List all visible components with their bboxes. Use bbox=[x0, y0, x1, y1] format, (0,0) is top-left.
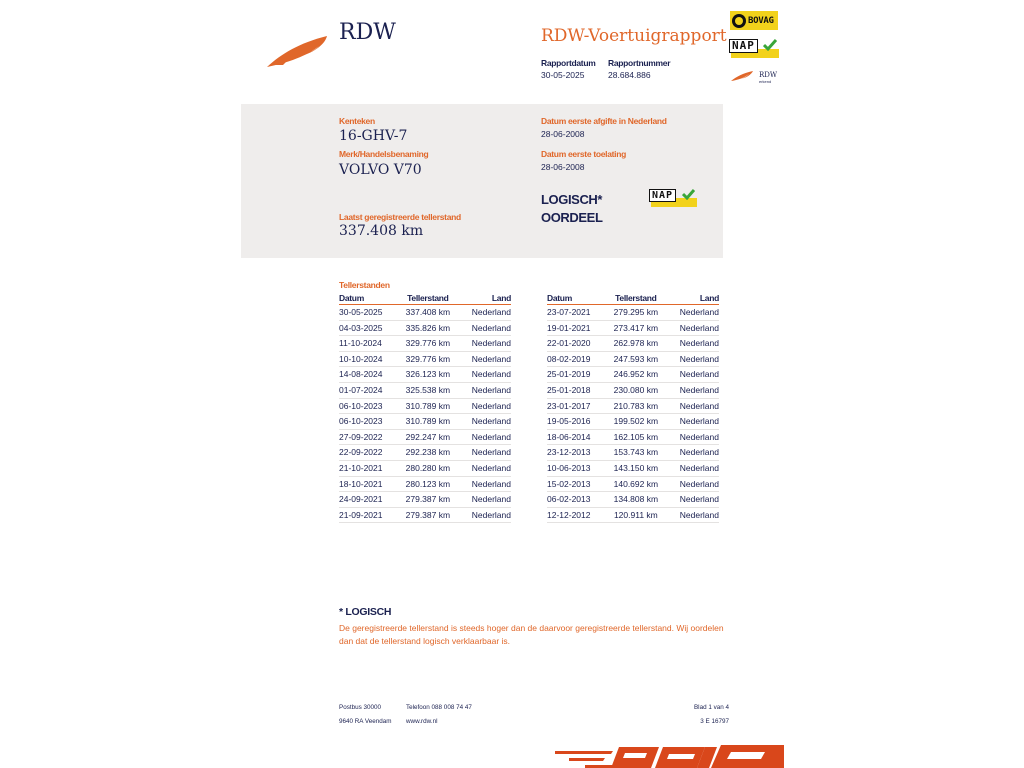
cell-odometer: 120.911 km bbox=[606, 507, 666, 523]
cell-country: Nederland bbox=[666, 382, 719, 398]
cell-odometer: 273.417 km bbox=[606, 320, 666, 336]
cell-date: 14-08-2024 bbox=[339, 367, 398, 383]
first-admission-value: 28-06-2008 bbox=[541, 162, 585, 172]
nap-verdict-badge bbox=[649, 189, 697, 209]
table-row bbox=[547, 320, 719, 336]
cell-date: 19-01-2021 bbox=[547, 320, 606, 336]
cell-odometer: 246.952 km bbox=[606, 367, 666, 383]
table-row bbox=[339, 382, 511, 398]
cell-odometer: 153.743 km bbox=[606, 445, 666, 461]
cell-date: 15-02-2013 bbox=[547, 476, 606, 492]
cell-date: 23-12-2013 bbox=[547, 445, 606, 461]
bovag-q-icon bbox=[732, 14, 746, 28]
first-nl-value: 28-06-2008 bbox=[541, 129, 585, 139]
table-row bbox=[339, 305, 511, 321]
table-row bbox=[547, 492, 719, 508]
cell-country: Nederland bbox=[666, 507, 719, 523]
cell-date: 04-03-2025 bbox=[339, 320, 398, 336]
make-label: Merk/Handelsbenaming bbox=[339, 149, 429, 159]
nap-logo bbox=[729, 39, 779, 59]
table-row bbox=[547, 336, 719, 352]
cell-odometer: 325.538 km bbox=[398, 382, 458, 398]
cell-country: Nederland bbox=[666, 492, 719, 508]
col-country-header: Land bbox=[458, 292, 511, 305]
report-date-label: Rapportdatum bbox=[541, 58, 596, 68]
report-date: 30-05-2025 bbox=[541, 70, 585, 80]
footer-code: 3 E 16797 bbox=[700, 718, 729, 725]
cell-country: Nederland bbox=[458, 429, 511, 445]
table-row bbox=[339, 351, 511, 367]
cell-date: 01-07-2024 bbox=[339, 382, 398, 398]
cell-odometer: 335.826 km bbox=[398, 320, 458, 336]
footnote-text: De geregistreerde tellerstand is steeds hoger dan de daarvoor geregistreerde tellerstand. Wij oordelen dan dat de tellerstand logisch verklaarbaar is. bbox=[339, 623, 724, 646]
cell-odometer: 279.387 km bbox=[398, 492, 458, 508]
verdict-line1: LOGISCH* bbox=[541, 192, 603, 207]
cell-date: 06-10-2023 bbox=[339, 414, 398, 430]
cell-date: 08-02-2019 bbox=[547, 351, 606, 367]
table-row bbox=[339, 336, 511, 352]
footer-website: www.rdw.nl bbox=[406, 718, 438, 725]
cell-country: Nederland bbox=[666, 460, 719, 476]
cell-country: Nederland bbox=[458, 398, 511, 414]
cell-country: Nederland bbox=[666, 305, 719, 321]
cell-date: 22-09-2022 bbox=[339, 445, 398, 461]
cell-odometer: 279.387 km bbox=[398, 507, 458, 523]
cell-odometer: 162.105 km bbox=[606, 429, 666, 445]
table-row bbox=[547, 460, 719, 476]
cell-date: 18-10-2021 bbox=[339, 476, 398, 492]
nap-text: NAP bbox=[729, 39, 758, 53]
report-title: RDW-Voertuigrapport bbox=[541, 26, 727, 46]
cell-date: 25-01-2019 bbox=[547, 367, 606, 383]
cell-country: Nederland bbox=[458, 460, 511, 476]
cell-odometer: 210.783 km bbox=[606, 398, 666, 414]
footer-phone: Telefoon 088 008 74 47 bbox=[406, 704, 472, 711]
cell-odometer: 292.247 km bbox=[398, 429, 458, 445]
table-row bbox=[547, 445, 719, 461]
cell-odometer: 140.692 km bbox=[606, 476, 666, 492]
table-row bbox=[547, 429, 719, 445]
table-row bbox=[547, 382, 719, 398]
cell-odometer: 143.150 km bbox=[606, 460, 666, 476]
table-row bbox=[339, 320, 511, 336]
cell-odometer: 134.808 km bbox=[606, 492, 666, 508]
cell-date: 22-01-2020 bbox=[547, 336, 606, 352]
cell-odometer: 280.280 km bbox=[398, 460, 458, 476]
bovag-logo bbox=[730, 11, 778, 30]
cell-country: Nederland bbox=[458, 476, 511, 492]
rdw-small-tagline: erkend bbox=[759, 79, 772, 84]
cell-country: Nederland bbox=[666, 429, 719, 445]
cell-date: 11-10-2024 bbox=[339, 336, 398, 352]
rdw-small-feather-icon bbox=[730, 70, 754, 82]
cell-date: 23-07-2021 bbox=[547, 305, 606, 321]
cell-date: 19-05-2016 bbox=[547, 414, 606, 430]
cell-odometer: 247.593 km bbox=[606, 351, 666, 367]
first-nl-label: Datum eerste afgifte in Nederland bbox=[541, 116, 667, 126]
footer-city: 9640 RA Veendam bbox=[339, 718, 392, 725]
cell-country: Nederland bbox=[458, 492, 511, 508]
cell-country: Nederland bbox=[458, 351, 511, 367]
bovag-text: BOVAG bbox=[748, 15, 774, 26]
table-row bbox=[339, 445, 511, 461]
odometer-table-left bbox=[339, 292, 511, 523]
cell-date: 24-09-2021 bbox=[339, 492, 398, 508]
make-value: VOLVO V70 bbox=[339, 162, 422, 178]
table-row bbox=[339, 414, 511, 430]
table-row bbox=[339, 429, 511, 445]
cell-country: Nederland bbox=[458, 367, 511, 383]
nap-check-icon bbox=[763, 39, 777, 51]
cell-country: Nederland bbox=[666, 476, 719, 492]
last-odo-value: 337.408 km bbox=[339, 223, 424, 239]
cell-date: 10-06-2013 bbox=[547, 460, 606, 476]
footer-postbus: Postbus 30000 bbox=[339, 704, 382, 711]
cell-country: Nederland bbox=[458, 305, 511, 321]
col-odo-header: Tellerstand bbox=[606, 292, 666, 305]
table-row bbox=[339, 367, 511, 383]
cell-odometer: 329.776 km bbox=[398, 351, 458, 367]
cell-country: Nederland bbox=[666, 351, 719, 367]
col-country-header: Land bbox=[666, 292, 719, 305]
odometer-table-right bbox=[547, 292, 719, 523]
table-row bbox=[547, 351, 719, 367]
cell-date: 18-06-2014 bbox=[547, 429, 606, 445]
decorative-stripes bbox=[555, 745, 784, 768]
cell-date: 30-05-2025 bbox=[339, 305, 398, 321]
cell-odometer: 279.295 km bbox=[606, 305, 666, 321]
table-row bbox=[547, 305, 719, 321]
cell-country: Nederland bbox=[666, 445, 719, 461]
cell-odometer: 262.978 km bbox=[606, 336, 666, 352]
first-admission-label: Datum eerste toelating bbox=[541, 149, 627, 159]
table-row bbox=[339, 398, 511, 414]
cell-country: Nederland bbox=[666, 367, 719, 383]
cell-date: 21-10-2021 bbox=[339, 460, 398, 476]
cell-date: 25-01-2018 bbox=[547, 382, 606, 398]
table-row bbox=[547, 367, 719, 383]
report-number-label: Rapportnummer bbox=[608, 58, 671, 68]
cell-odometer: 310.789 km bbox=[398, 414, 458, 430]
plate-value: 16-GHV-7 bbox=[339, 128, 408, 144]
rdw-feather-logo bbox=[265, 34, 331, 68]
table-row bbox=[339, 476, 511, 492]
rdw-logo-text: RDW bbox=[339, 20, 396, 45]
cell-date: 10-10-2024 bbox=[339, 351, 398, 367]
table-row bbox=[547, 414, 719, 430]
cell-date: 23-01-2017 bbox=[547, 398, 606, 414]
footnote-title: * LOGISCH bbox=[339, 606, 392, 618]
nap-verdict-check-icon bbox=[682, 189, 695, 200]
table-row bbox=[339, 492, 511, 508]
cell-country: Nederland bbox=[458, 382, 511, 398]
cell-country: Nederland bbox=[458, 414, 511, 430]
footer-page: Blad 1 van 4 bbox=[693, 704, 729, 711]
odometer-heading: Tellerstanden bbox=[339, 280, 390, 290]
cell-country: Nederland bbox=[458, 507, 511, 523]
table-header-row bbox=[547, 292, 719, 305]
rdw-small-logo-text: RDW bbox=[759, 71, 778, 79]
cell-country: Nederland bbox=[458, 336, 511, 352]
table-row bbox=[547, 507, 719, 523]
cell-date: 06-10-2023 bbox=[339, 398, 398, 414]
cell-date: 06-02-2013 bbox=[547, 492, 606, 508]
cell-date: 27-09-2022 bbox=[339, 429, 398, 445]
cell-date: 12-12-2012 bbox=[547, 507, 606, 523]
cell-odometer: 329.776 km bbox=[398, 336, 458, 352]
report-number: 28.684.886 bbox=[608, 70, 651, 80]
col-date-header: Datum bbox=[339, 292, 398, 305]
nap-verdict-text: NAP bbox=[649, 189, 676, 202]
cell-odometer: 199.502 km bbox=[606, 414, 666, 430]
table-row bbox=[339, 507, 511, 523]
cell-date: 21-09-2021 bbox=[339, 507, 398, 523]
col-odo-header: Tellerstand bbox=[398, 292, 458, 305]
cell-odometer: 310.789 km bbox=[398, 398, 458, 414]
verdict-line2: OORDEEL bbox=[541, 210, 603, 225]
cell-odometer: 337.408 km bbox=[398, 305, 458, 321]
table-row bbox=[547, 398, 719, 414]
table-row bbox=[339, 460, 511, 476]
cell-odometer: 292.238 km bbox=[398, 445, 458, 461]
cell-country: Nederland bbox=[666, 336, 719, 352]
cell-odometer: 230.080 km bbox=[606, 382, 666, 398]
last-odo-label: Laatst geregistreerde tellerstand bbox=[339, 212, 461, 222]
summary-panel bbox=[241, 104, 723, 258]
cell-country: Nederland bbox=[666, 320, 719, 336]
cell-odometer: 326.123 km bbox=[398, 367, 458, 383]
cell-country: Nederland bbox=[458, 445, 511, 461]
cell-odometer: 280.123 km bbox=[398, 476, 458, 492]
cell-country: Nederland bbox=[666, 398, 719, 414]
cell-country: Nederland bbox=[666, 414, 719, 430]
cell-country: Nederland bbox=[458, 320, 511, 336]
col-date-header: Datum bbox=[547, 292, 606, 305]
plate-label: Kenteken bbox=[339, 116, 375, 126]
table-header-row bbox=[339, 292, 511, 305]
table-row bbox=[547, 476, 719, 492]
